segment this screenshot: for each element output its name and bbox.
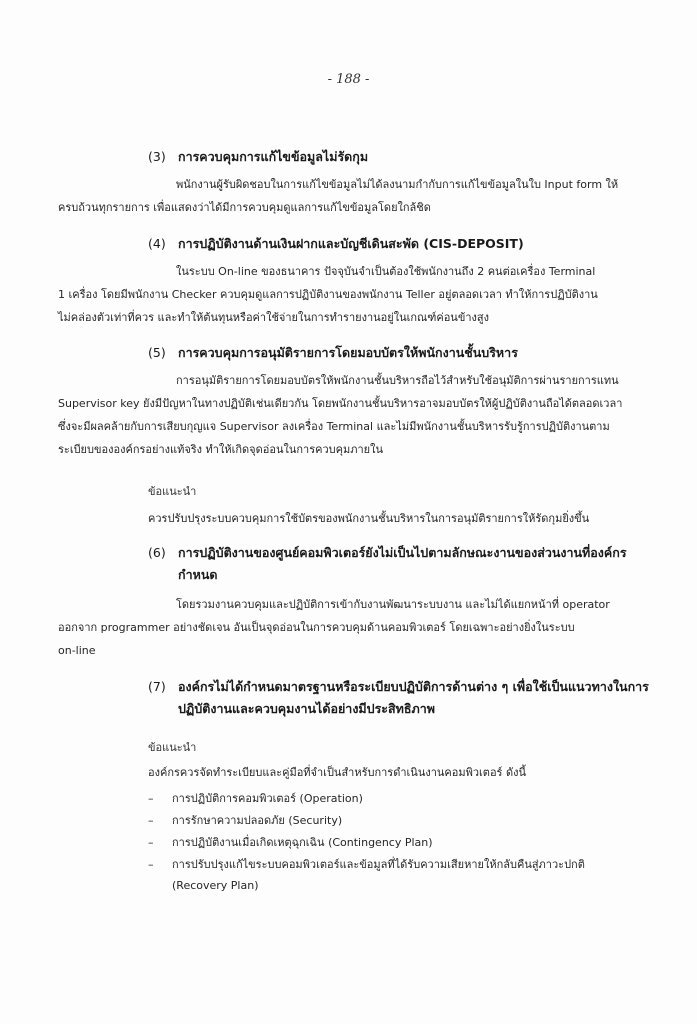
advice-label: ข้อแนะนำ [148,485,197,498]
dash-bullet-icon: – [148,836,154,849]
paragraph-line: โดยรวมงานควบคุมและปฏิบัติการเข้ากับงานพัฒนาระบบงาน และไม่ได้แยกหน้าที่ operator [176,598,610,611]
section-title: การปฏิบัติงานด้านเงินฝากและบัญชีเดินสะพัด (CIS-DEPOSIT) [178,236,524,251]
paragraph-line: พนักงานผู้รับผิดชอบในการแก้ไขข้อมูลไม่ได้ลงนามกำกับการแก้ไขข้อมูลในใบ Input form ให้ [176,178,619,191]
section-number: (6) [148,545,166,560]
paragraph-line: ไม่คล่องตัวเท่าที่ควร และทำให้ต้นทุนหรือค่าใช้จ่ายในการทำรายงานอยู่ในเกณฑ์ค่อนข้างสูง [58,311,489,324]
paragraph-line: on-line [58,644,96,657]
section-5-heading [148,342,518,364]
paragraph-line: ซึ่งจะมีผลคล้ายกับการเสียบกุญแจ Supervisor ลงเครื่อง Terminal และไม่มีพนักงานชั้นบริหารรับรู้การปฏิบัติงานตาม [58,420,610,433]
section-5-paragraph [58,369,640,461]
section-title: การควบคุมการอนุมัติรายการโดยมอบบัตรให้พนักงานชั้นบริหาร [178,345,518,360]
list-item-text-continued: (Recovery Plan) [172,879,259,892]
section-3-heading [148,146,368,168]
section-title: การปฏิบัติงานของศูนย์คอมพิวเตอร์ยังไม่เป็นไปตามลักษณะงานของส่วนงานที่องค์กร [178,545,627,560]
paragraph-line: ออกจาก programmer อย่างชัดเจน อันเป็นจุดอ่อนในการควบคุมด้านคอมพิวเตอร์ โดยเฉพาะอย่างยิ่งในระบบ [58,621,575,634]
section-3-paragraph [58,173,640,219]
list-item [148,854,648,896]
list-item-text: การปฏิบัติการคอมพิวเตอร์ (Operation) [172,792,363,805]
paragraph-line: การอนุมัติรายการโดยมอบบัตรให้พนักงานชั้นบริหารถือไว้สำหรับใช้อนุมัติการผ่านรายการแทน [176,374,619,387]
list-item-text: การปฏิบัติงานเมื่อเกิดเหตุฉุกเฉิน (Contingency Plan) [172,836,433,849]
section-title-continued: กำหนด [178,567,218,582]
advice-text: องค์กรควรจัดทำระเบียบและคู่มือที่จำเป็นสำหรับการดำเนินงานคอมพิวเตอร์ ดังนี้ [148,766,526,779]
section-title: องค์กรไม่ได้กำหนดมาตรฐานหรือระเบียบปฏิบัติการด้านต่าง ๆ เพื่อใช้เป็นแนวทางในการ [178,679,649,694]
list-item [148,832,648,853]
page-number: - 188 - [327,72,370,87]
paragraph-line: 1 เครื่อง โดยมีพนักงาน Checker ควบคุมดูแลการปฏิบัติงานของพนักงาน Teller อยู่ตลอดเวลา ทำให้การปฏิบัติงาน [58,288,598,301]
section-6-heading [148,542,627,586]
list-item-text: การปรับปรุงแก้ไขระบบคอมพิวเตอร์และข้อมูลที่ได้รับความเสียหายให้กลับคืนสู่ภาวะปกติ [172,858,585,871]
dash-bullet-icon: – [148,814,154,827]
dash-bullet-icon: – [148,858,154,871]
section-7-heading [148,676,649,720]
section-number: (4) [148,236,166,251]
advice-text: ควรปรับปรุงระบบควบคุมการใช้บัตรของพนักงานชั้นบริหารในการอนุมัติรายการให้รัดกุมยิ่งขึ้น [148,512,590,525]
section-title: การควบคุมการแก้ไขข้อมูลไม่รัดกุม [178,149,369,164]
section-6-paragraph [58,593,640,662]
section-title-continued: ปฏิบัติงานและควบคุมงานได้อย่างมีประสิทธิภาพ [178,701,436,716]
paragraph-line: ในระบบ On-line ของธนาคาร ปัจจุบันจำเป็นต้องใช้พนักงานถึง 2 คนต่อเครื่อง Terminal [176,265,596,278]
section-number: (7) [148,679,166,694]
guideline-list [148,788,648,897]
paragraph-line: ระเบียบขององค์กรอย่างแท้จริง ทำให้เกิดจุดอ่อนในการควบคุมภายใน [58,443,384,456]
list-item [148,810,648,831]
paragraph-line: Supervisor key ยังมีปัญหาในทางปฏิบัติเช่นเดียวกัน โดยพนักงานชั้นบริหารอาจมอบบัตรให้ผู้ปฏิบัติงานถือได้ตลอดเวลา [58,397,623,410]
section-4-heading [148,233,524,255]
section-4-paragraph [58,260,640,329]
list-item-text: การรักษาความปลอดภัย (Security) [172,814,343,827]
paragraph-line: ครบถ้วนทุกรายการ เพื่อแสดงว่าได้มีการควบคุมดูแลการแก้ไขข้อมูลโดยใกล้ชิด [58,201,431,214]
section-number: (5) [148,345,166,360]
list-item [148,788,648,809]
section-number: (3) [148,149,166,164]
advice-label: ข้อแนะนำ [148,741,197,754]
dash-bullet-icon: – [148,792,154,805]
